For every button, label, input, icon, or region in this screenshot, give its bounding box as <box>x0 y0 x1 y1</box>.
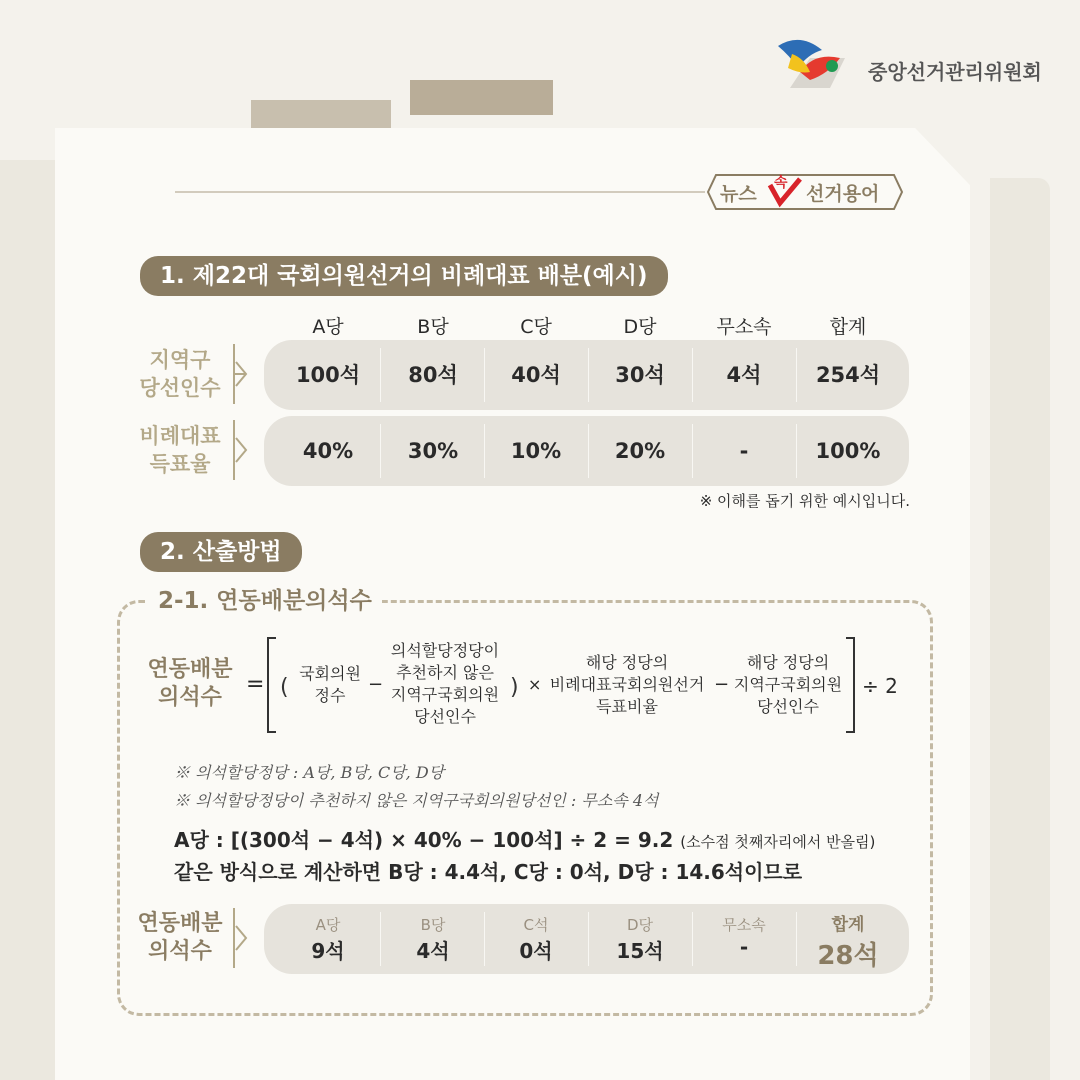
table-cell: 30석 <box>615 363 665 387</box>
news-tag-badge <box>706 173 904 211</box>
term-unaffiliated-winners: 의석할당정당이 추천하지 않은 지역구국회의원 당선인수 <box>390 641 500 726</box>
equals-sign: = <box>246 672 265 697</box>
term-total-seats: 국회의원 정수 <box>299 664 361 705</box>
row-label-district: 지역구 당선인수 <box>139 348 221 400</box>
book-tab <box>251 100 391 128</box>
table-cell: 10% <box>510 439 562 463</box>
calc-a: A당 : [(300석 − 4석) × 40% − 100석] ÷ 2 = 9.2 (소수점 첫째자리에서 반올림) <box>174 828 876 852</box>
result-cell: C석 0석 <box>519 916 553 963</box>
minus-sign: − <box>368 674 384 695</box>
result-cell: 무소속 - <box>722 916 766 959</box>
table-cell: 100석 <box>295 363 361 387</box>
col-header: B당 <box>417 316 449 338</box>
note-line: ※ 의석할당정당이 추천하지 않은 지역구국회의원당선인 : 무소속 4석 <box>174 791 659 810</box>
divider-line <box>175 191 705 193</box>
table-cell: 4석 <box>726 363 762 387</box>
result-cell: D당 15석 <box>616 916 664 963</box>
row-label-proportional: 비례대표 득표율 <box>139 424 221 476</box>
bracket-icon <box>232 418 252 482</box>
col-header: C당 <box>520 316 552 338</box>
tag-accent: 속 <box>774 175 788 191</box>
divide-sign: ÷ 2 <box>862 674 898 698</box>
nec-logo-icon <box>770 28 860 92</box>
table-cell: - <box>739 439 749 463</box>
table-cell: 254석 <box>815 363 881 387</box>
tag-left: 뉴스 <box>720 183 757 205</box>
bracket-icon <box>232 342 252 406</box>
table-cell: 40석 <box>511 363 561 387</box>
result-cell: A당 9석 <box>311 916 345 963</box>
row-vote-share <box>264 416 909 486</box>
table-cell: 40% <box>302 439 354 463</box>
svg-text:(: ( <box>280 675 289 700</box>
example-note: ※ 이해를 돕기 위한 예시입니다. <box>699 492 910 510</box>
svg-text:): ) <box>510 675 519 700</box>
note-line: ※ 의석할당정당 : A당, B당, C당, D당 <box>174 763 445 782</box>
col-header: 합계 <box>829 316 867 338</box>
table-cell: 80석 <box>408 363 458 387</box>
book-right-edge <box>990 178 1050 1080</box>
bracket-icon <box>232 906 252 970</box>
section2-title: 2. 산출방법 <box>140 532 302 572</box>
result-label: 연동배분 의석수 <box>137 911 223 964</box>
col-header: 무소속 <box>716 316 772 338</box>
formula-lhs: 연동배분 의석수 <box>147 657 233 710</box>
calc-others: 같은 방식으로 계산하면 B당 : 4.4석, C당 : 0석, D당 : 14.6석이므로 <box>174 860 803 884</box>
org-name: 중앙선거관리위원회 <box>868 60 1042 84</box>
col-header: A당 <box>312 316 344 338</box>
row-district-seats <box>264 340 909 410</box>
table-cell: 20% <box>614 439 666 463</box>
col-header: D당 <box>623 316 657 338</box>
term-district-winners: 해당 정당의 지역구국회의원 당선인수 <box>733 653 843 716</box>
section1-title: 1. 제22대 국회의원선거의 비례대표 배분(예시) <box>140 256 668 296</box>
table-cell: 30% <box>407 439 459 463</box>
table-cell: 100% <box>815 439 881 463</box>
times-sign: × <box>528 675 542 694</box>
result-total-cell: 합계 28석 <box>817 915 879 971</box>
section2-subtitle: 2-1. 연동배분의석수 <box>148 582 382 615</box>
minus-sign: − <box>714 674 730 695</box>
book-tab <box>410 80 553 115</box>
result-cell: B당 4석 <box>416 916 450 963</box>
term-vote-share: 해당 정당의 비례대표국회의원선거 득표비율 <box>549 653 705 716</box>
tag-right: 선거용어 <box>806 183 880 205</box>
result-row <box>264 904 909 974</box>
